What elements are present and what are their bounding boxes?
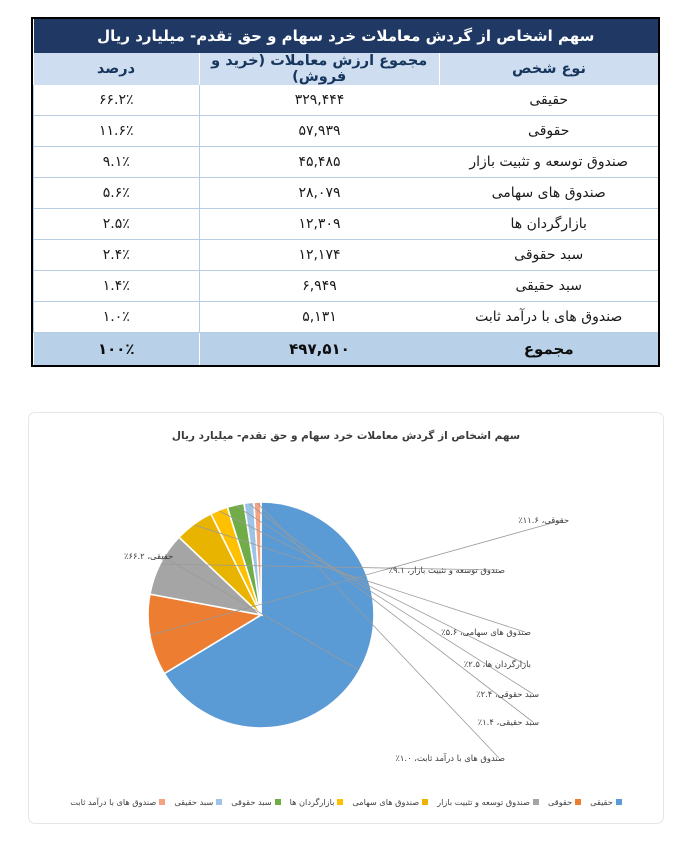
cell-total-value: ۱۲,۳۰۹ <box>199 209 439 240</box>
legend-swatch-icon <box>275 799 281 805</box>
pie-data-label: صندوق توسعه و تثبیت بازار، ۹.۱٪ <box>388 565 505 575</box>
legend-item[interactable] <box>231 798 280 806</box>
table-title-row <box>34 19 659 53</box>
legend-swatch-icon <box>337 799 343 805</box>
legend-label: صندوق توسعه و تثبیت بازار <box>437 796 530 807</box>
pie-chart-card <box>28 412 664 824</box>
cell-person-type: حقوقی <box>439 116 658 147</box>
table-row <box>34 302 659 333</box>
legend-swatch-icon <box>533 799 539 805</box>
table-row <box>34 178 659 209</box>
pie-data-label: سبد حقوقی، ۲.۴٪ <box>476 689 539 699</box>
legend-label: حقوقی <box>547 796 573 807</box>
column-header-total-value: مجموع ارزش معاملات (خرید و فروش) <box>199 53 439 85</box>
cell-percent: ۱.۰٪ <box>34 302 200 333</box>
cell-person-type: صندوق های سهامی <box>439 178 658 209</box>
cell-person-type: حقیقی <box>439 85 658 116</box>
chart-legend <box>29 798 663 806</box>
legend-swatch-icon <box>422 799 428 805</box>
cell-percent: ۲.۵٪ <box>34 209 200 240</box>
table-row <box>34 240 659 271</box>
cell-percent: ۶۶.۲٪ <box>34 85 200 116</box>
cell-total-label: مجموع <box>439 333 658 366</box>
legend-label: صندوق های با درآمد ثابت <box>70 796 157 807</box>
cell-total-value: ۱۲,۱۷۴ <box>199 240 439 271</box>
table-row <box>34 116 659 147</box>
table-body <box>34 85 659 365</box>
cell-percent: ۲.۴٪ <box>34 240 200 271</box>
pie-data-label: صندوق های سهامی، ۵.۶٪ <box>441 627 531 637</box>
legend-item[interactable] <box>290 798 344 806</box>
table-header-row <box>34 53 659 85</box>
legend-item[interactable] <box>352 798 428 806</box>
cell-person-type: سبد حقوقی <box>439 240 658 271</box>
cell-person-type: بازارگردان ها <box>439 209 658 240</box>
summary-table-container <box>31 17 660 367</box>
cell-percent: ۱.۴٪ <box>34 271 200 302</box>
legend-item[interactable] <box>548 798 581 806</box>
column-header-percent: درصد <box>34 53 200 85</box>
cell-total-value: ۵,۱۳۱ <box>199 302 439 333</box>
table-row <box>34 271 659 302</box>
cell-total-value: ۳۲۹,۴۴۴ <box>199 85 439 116</box>
column-header-person-type: نوع شخص <box>439 53 658 85</box>
cell-total-value: ۴۹۷,۵۱۰ <box>199 333 439 366</box>
cell-person-type: صندوق های با درآمد ثابت <box>439 302 658 333</box>
table-row <box>34 85 659 116</box>
cell-total-value: ۴۵,۴۸۵ <box>199 147 439 178</box>
table-row <box>34 147 659 178</box>
pie-slice-group <box>148 502 374 728</box>
legend-label: بازارگردان ها <box>289 796 335 807</box>
table-title: سهم اشخاص از گردش معاملات خرد سهام و حق تقدم- میلیارد ریال <box>34 19 659 53</box>
pie-data-label: حقوقی، ۱۱.۶٪ <box>518 515 569 525</box>
legend-item[interactable] <box>70 798 165 806</box>
legend-label: حقیقی <box>590 796 613 807</box>
cell-total-value: ۵۷,۹۳۹ <box>199 116 439 147</box>
pie-data-label: حقیقی، ۶۶.۲٪ <box>124 551 174 561</box>
cell-percent: ۱۱.۶٪ <box>34 116 200 147</box>
table-row <box>34 209 659 240</box>
legend-label: سبد حقیقی <box>174 796 214 807</box>
pie-chart-plot <box>29 413 665 825</box>
legend-label: سبد حقوقی <box>231 796 272 807</box>
cell-percent: ۵.۶٪ <box>34 178 200 209</box>
legend-label: صندوق های سهامی <box>352 796 420 807</box>
table-total-row <box>34 333 659 366</box>
cell-total-percent: ۱۰۰٪ <box>34 333 200 366</box>
pie-data-label: سبد حقیقی، ۱.۴٪ <box>477 717 539 727</box>
pie-data-label: بازارگردان ها، ۲.۵٪ <box>463 659 531 669</box>
cell-total-value: ۲۸,۰۷۹ <box>199 178 439 209</box>
pie-data-label: صندوق های با درآمد ثابت، ۱.۰٪ <box>395 753 505 763</box>
legend-item[interactable] <box>174 798 222 806</box>
legend-swatch-icon <box>159 799 165 805</box>
legend-item[interactable] <box>590 798 622 806</box>
legend-item[interactable] <box>437 798 539 806</box>
chart-title: سهم اشخاص از گردش معاملات خرد سهام و حق تقدم- میلیارد ریال <box>171 430 521 442</box>
summary-table <box>33 19 658 365</box>
legend-swatch-icon <box>616 799 622 805</box>
legend-swatch-icon <box>216 799 222 805</box>
cell-person-type: سبد حقیقی <box>439 271 658 302</box>
cell-person-type: صندوق توسعه و تثبیت بازار <box>439 147 658 178</box>
legend-swatch-icon <box>575 799 581 805</box>
cell-total-value: ۶,۹۴۹ <box>199 271 439 302</box>
cell-percent: ۹.۱٪ <box>34 147 200 178</box>
